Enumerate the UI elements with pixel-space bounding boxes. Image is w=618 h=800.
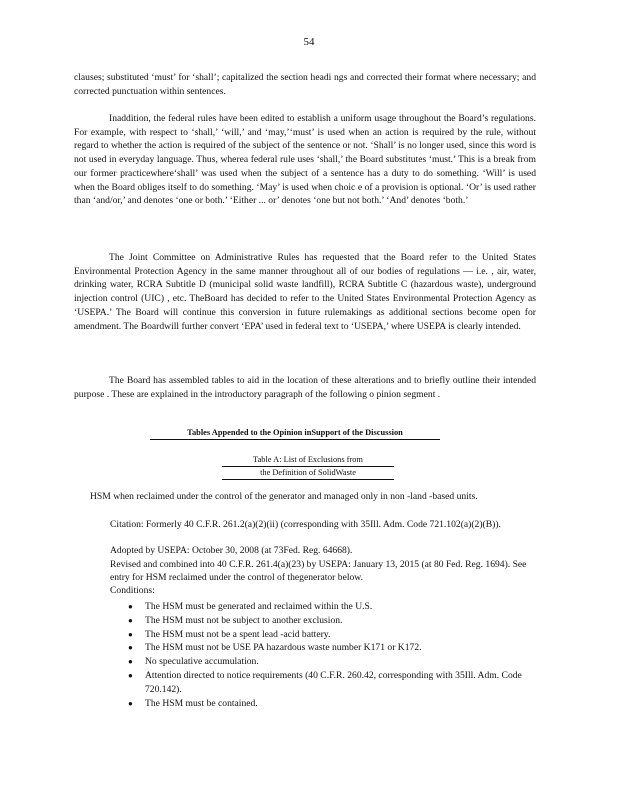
exclusion-revised: Revised and combined into 40 C.F.R. 261.4(a)(23) by USEPA: January 13, 2015 (at 80 Fed. Reg. 1694). See entry for HSM reclaimed under the control of thegenerator below. xyxy=(110,559,527,584)
page-number: 54 xyxy=(303,36,315,48)
condition-item: ● The HSM must not be a spent lead -acid battery. xyxy=(128,628,536,642)
conditions-list xyxy=(128,600,536,710)
exclusion-entry-title: HSM when reclaimed under the control of the generator and managed only in non -land -based units. xyxy=(90,491,478,502)
table-caption xyxy=(222,454,394,480)
paragraph-usage: Inaddition, the federal rules have been edited to establish a uniform usage throughout the Board’s regulations. For example, with respect to ‘shall,’ ‘will,’ and ‘may,’‘must’ is used when an action is required by the rule, without regard to whether the action is required of the subject of the sentence or not. ‘Shall’ is no longer used, since this word is not used in everyday language. Thus, wherea federal rule uses ‘shall,’ the Board substitutes ‘must.’ This is a break from our former practicewhere‘shall’ was used when the subject of a sentence has a duty to do something. ‘Will’ is used when the Board obliges itself to do something. ‘May’ is used when choic e of a provision is optional. ‘Or’ is used rather than ‘and/or,’ and denotes ‘one or both.’ ‘Either ... or’ denotes ‘one but not both.’ ‘And’ denotes ‘both.’ xyxy=(74,113,536,207)
exclusion-adopted: Adopted by USEPA: October 30, 2008 (at 73Fed. Reg. 64668). xyxy=(110,545,353,556)
condition-item: ● The HSM must be generated and reclaimed within the U.S. xyxy=(128,600,536,614)
paragraph-tables-intro: The Board has assembled tables to aid in the location of these alterations and to briefly outline their intended purpose . These are explained in the introductory paragraph of the following o pinion segment . xyxy=(74,375,536,400)
condition-item: ● The HSM must be contained. xyxy=(128,697,536,711)
tables-heading: Tables Appended to the Opinion inSupport of the Discussion xyxy=(150,428,440,440)
paragraph-usepa-reference: The Joint Committee on Administrative Rules has requested that the Board refer to the United States Environmental Protection Agency in the same manner throughout all of our bodies of regulations — i.e. , air, water, drinking water, RCRA Subtitle D (municipal solid waste landfill), RCRA Subtitle C (hazardous waste), underground injection control (UIC) , etc. TheBoard has decided to refer to the United States Environmental Protection Agency as ‘USEPA.’ The Board will continue this conversion in future rulemakings as additional sections become open for amendment. The Boardwill further convert ‘EPA’ used in federal text to ‘USEPA,’ where USEPA is clearly intended. xyxy=(74,252,536,332)
condition-item: ● No speculative accumulation. xyxy=(128,655,536,669)
paragraph-clauses: clauses; substituted ‘must’ for ‘shall’; capitalized the section headi ngs and corrected their format where necessary; and corrected punctuation within sentences. xyxy=(74,72,536,97)
table-caption-line-2: the Definition of SolidWaste xyxy=(222,467,394,480)
exclusion-citation: Citation: Formerly 40 C.F.R. 261.2(a)(2)(ii) (corresponding with 35Ill. Adm. Code 721.102(a)(2)(B)). xyxy=(110,519,501,530)
conditions-label: Conditions: xyxy=(110,585,155,596)
condition-item: ● Attention directed to notice requirements (40 C.F.R. 260.42, corresponding with 35Ill. Adm. Code 720.142). xyxy=(128,669,536,697)
condition-item: ● The HSM must not be subject to another exclusion. xyxy=(128,614,536,628)
table-caption-line-1: Table A: List of Exclusions from xyxy=(222,454,394,467)
condition-item: ● The HSM must not be USE PA hazardous waste number K171 or K172. xyxy=(128,641,536,655)
